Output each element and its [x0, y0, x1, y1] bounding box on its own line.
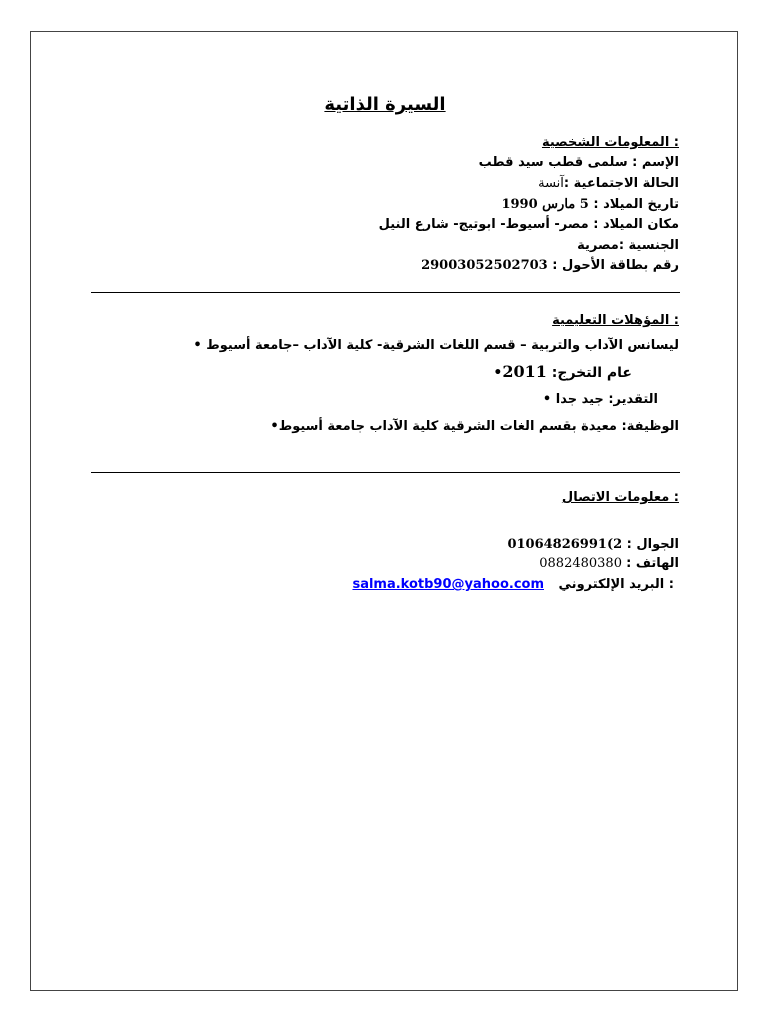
personal-heading: : المعلومات الشخصية [541, 135, 679, 150]
divider-2 [91, 472, 680, 473]
nationality-value: مصرية [577, 238, 619, 253]
name-label: الإسم : [632, 155, 679, 170]
marital-row [538, 175, 679, 193]
grade-row [543, 391, 658, 409]
job-row [270, 418, 679, 436]
grad-bullet: • [493, 365, 503, 381]
id-row [421, 257, 679, 275]
phone-value: 0882480380 [539, 556, 622, 571]
marital-value: آنسة [538, 176, 564, 191]
nationality-label: الجنسية : [618, 238, 679, 253]
grad-row [493, 363, 632, 382]
education-heading: : المؤهلات التعليمية [552, 313, 679, 328]
grade-value: جيد جدا [555, 392, 604, 407]
document-title: السيرة الذاتية [324, 94, 446, 115]
birthdate-row [501, 196, 679, 214]
birthplace-label: مكان الميلاد : [593, 217, 679, 232]
email-label: : البريد الإلكتروني [558, 577, 674, 592]
grade-bullet: • [542, 392, 552, 407]
birthplace-value: مصر- أسيوط- ابوتيج- شارع النيل [378, 217, 589, 232]
phone-row [539, 555, 679, 573]
birthdate-label: تاريخ الميلاد : [593, 197, 679, 212]
birthdate-value: 5 مارس 1990 [501, 197, 589, 212]
phone-label: الهاتف : [626, 556, 679, 571]
degree-bullet: • [193, 338, 202, 353]
grade-label: التقدير: [608, 392, 658, 407]
grad-label: عام التخرج: [551, 365, 632, 381]
id-value: 29003052502703 [421, 258, 548, 273]
mobile-label: الجوال : [626, 537, 679, 552]
degree-row [193, 337, 679, 355]
mobile-value: 2)01064826991 [507, 537, 623, 552]
grad-year: 2011 [502, 362, 547, 381]
divider-1 [91, 292, 680, 293]
id-label: رقم بطاقة الأحول : [552, 258, 679, 273]
birthplace-row [379, 216, 679, 234]
marital-label: الحالة الاجتماعية : [563, 176, 679, 191]
email-row [352, 576, 674, 594]
nationality-row [577, 237, 679, 255]
job-bullet: • [270, 419, 279, 434]
mobile-row [507, 536, 679, 554]
email-link[interactable]: salma.kotb90@yahoo.com [352, 577, 544, 592]
job-text: الوظيفة: معيدة بقسم الغات الشرقية كلية الآداب جامعة أسيوط [278, 419, 679, 434]
name-value: سلمى قطب سيد قطب [478, 155, 628, 170]
name-row [479, 154, 679, 172]
contact-heading: : معلومات الاتصال [561, 490, 679, 505]
degree-text: ليسانس الآداب والتربية – قسم اللغات الشرقية- كلية الآداب –جامعة أسيوط [206, 338, 679, 353]
